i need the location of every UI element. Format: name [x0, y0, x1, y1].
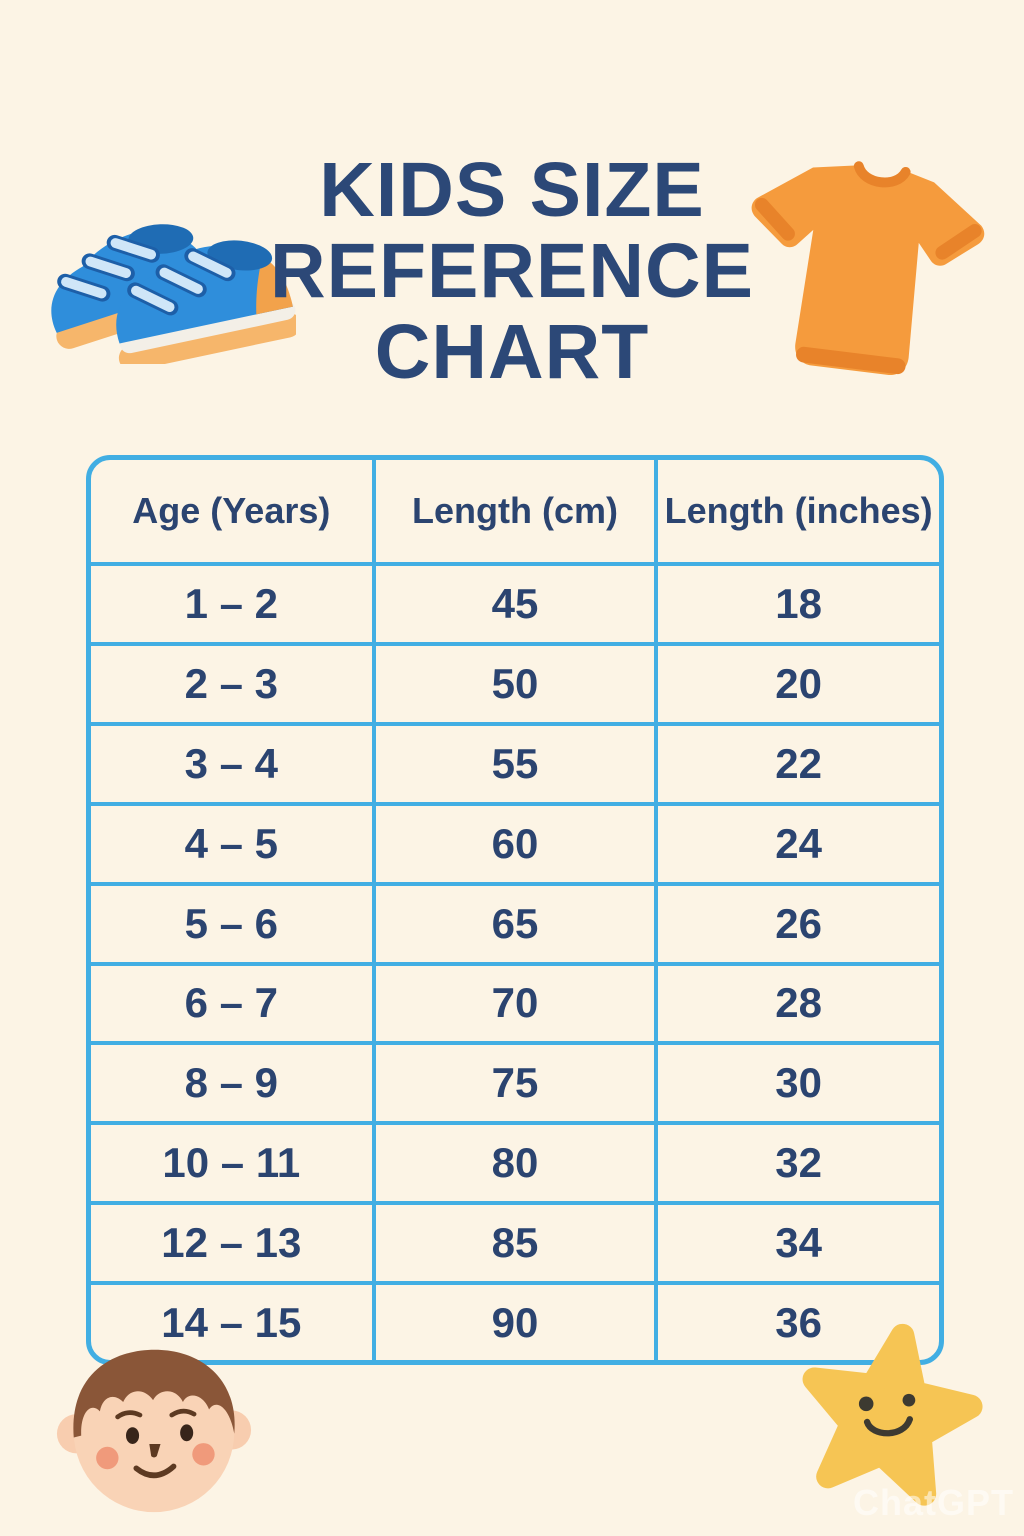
table-row [91, 804, 939, 884]
cell-age: 8 – 9 [91, 1043, 374, 1123]
table-row [91, 884, 939, 964]
header-length-inches: Length (inches) [656, 460, 939, 564]
cell-inches: 22 [656, 724, 939, 804]
cell-age: 3 – 4 [91, 724, 374, 804]
cell-inches: 20 [656, 644, 939, 724]
table-row [91, 964, 939, 1044]
boy-face-icon [56, 1336, 252, 1524]
table-row [91, 564, 939, 644]
cell-cm: 65 [374, 884, 657, 964]
page-title [0, 147, 1024, 395]
cell-cm: 60 [374, 804, 657, 884]
cell-age: 12 – 13 [91, 1203, 374, 1283]
cell-age: 14 – 15 [91, 1283, 374, 1360]
cell-cm: 90 [374, 1283, 657, 1360]
cell-age: 4 – 5 [91, 804, 374, 884]
cell-age: 5 – 6 [91, 884, 374, 964]
star-icon [788, 1316, 988, 1508]
table-row [91, 1043, 939, 1123]
cell-age: 6 – 7 [91, 964, 374, 1044]
header-length-cm: Length (cm) [374, 460, 657, 564]
cell-cm: 55 [374, 724, 657, 804]
header-age: Age (Years) [91, 460, 374, 564]
cell-cm: 80 [374, 1123, 657, 1203]
cell-inches: 26 [656, 884, 939, 964]
table-row [91, 1123, 939, 1203]
chatgpt-watermark: ChatGPT [852, 1482, 1014, 1523]
table-row [91, 724, 939, 804]
cell-cm: 75 [374, 1043, 657, 1123]
table-row [91, 1203, 939, 1283]
title-line-2: REFERENCE [270, 228, 754, 314]
cell-inches: 32 [656, 1123, 939, 1203]
cell-inches: 30 [656, 1043, 939, 1123]
cell-age: 1 – 2 [91, 564, 374, 644]
cell-inches: 28 [656, 964, 939, 1044]
cell-cm: 50 [374, 644, 657, 724]
cell-cm: 85 [374, 1203, 657, 1283]
title-line-3: CHART [374, 309, 650, 395]
cell-cm: 45 [374, 564, 657, 644]
cell-age: 10 – 11 [91, 1123, 374, 1203]
table-row [91, 644, 939, 724]
cell-inches: 36 [656, 1283, 939, 1360]
cell-inches: 34 [656, 1203, 939, 1283]
title-line-1: KIDS SIZE [319, 147, 705, 233]
cell-age: 2 – 3 [91, 644, 374, 724]
cell-cm: 70 [374, 964, 657, 1044]
size-reference-table [86, 455, 944, 1365]
cell-inches: 24 [656, 804, 939, 884]
table-header-row [91, 460, 939, 564]
cell-inches: 18 [656, 564, 939, 644]
